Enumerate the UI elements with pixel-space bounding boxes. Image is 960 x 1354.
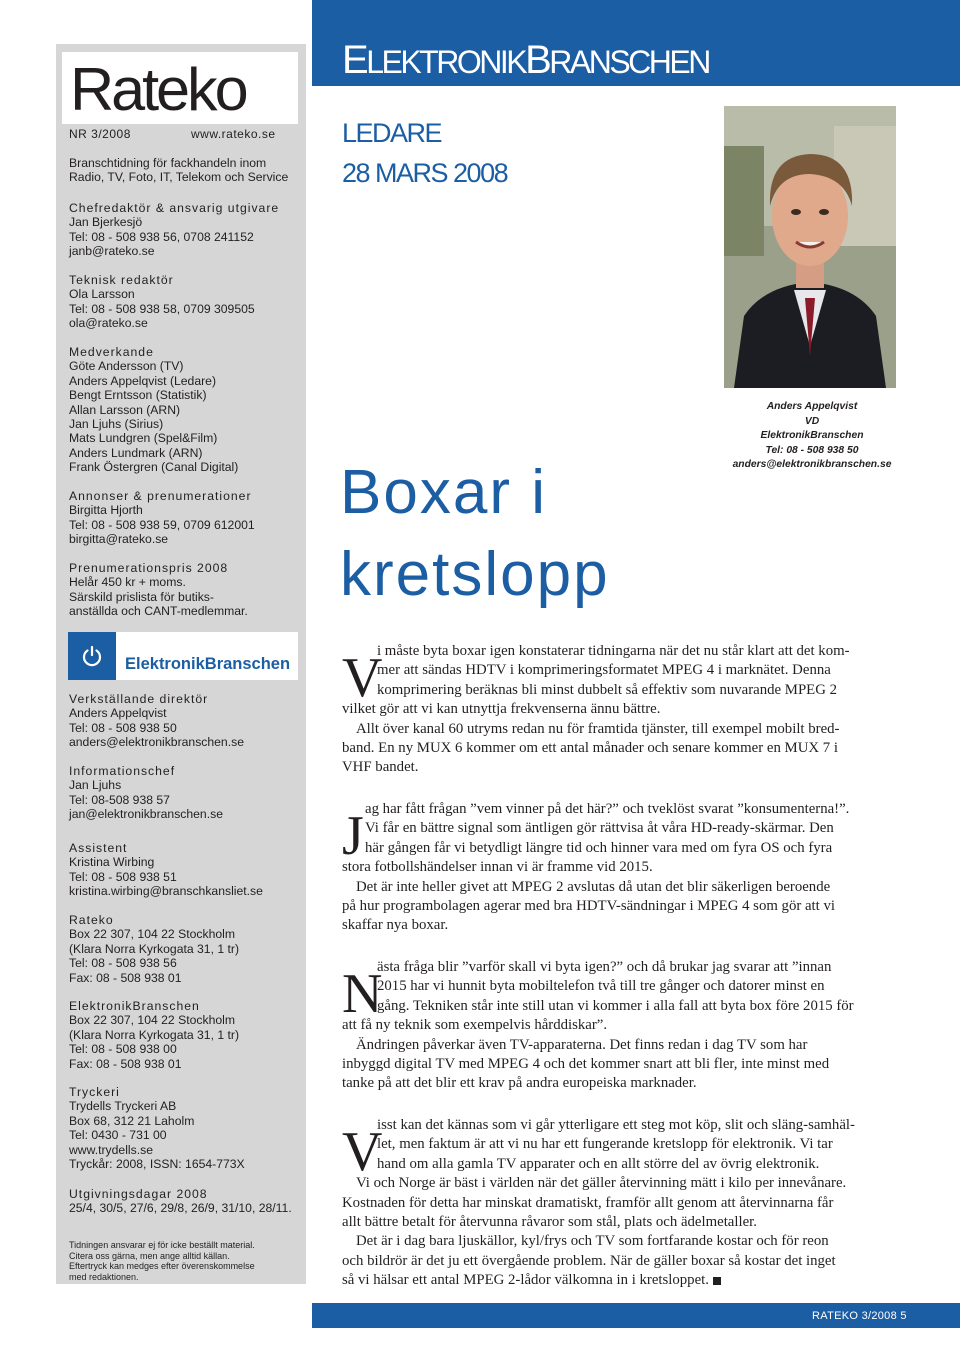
masthead-line: Ola Larsson: [69, 287, 135, 302]
masthead-line: Birgitta Hjorth: [69, 503, 143, 518]
article-line: isst kan det kännas som vi går ytterligare ett steg mot köp, slit och släng-samhäl-: [377, 1117, 855, 1133]
article-line: att få ny teknik som exempelvis hårddiskar”.: [342, 1017, 608, 1034]
article-line: ag har fått frågan ”vem vinner på det här?” och tveklöst svarat ”konsumenterna!”.: [365, 801, 850, 817]
article-line: Kostnaden för detta har minskat dramatiskt, framför allt genom att återvinnarna får: [342, 1194, 834, 1211]
masthead-heading: Chefredaktör & ansvarig utgivare: [69, 201, 280, 215]
masthead-block: [69, 1187, 292, 1216]
drop-cap: J: [342, 805, 364, 867]
masthead-line: anställda och CANT-medlemmar.: [69, 604, 248, 619]
masthead-heading: ElektronikBranschen: [69, 999, 200, 1013]
end-mark-icon: [713, 1277, 721, 1285]
page-footer: RATEKO 3/2008 5: [812, 1310, 907, 1322]
elektronikbranschen-logo: ElektronikBranschen: [125, 655, 291, 673]
article-line: ästa fråga blir ”varför skall vi byta igen?” och då brukar jag svarar att ”innan: [377, 959, 832, 975]
masthead-heading: Informationschef: [69, 764, 176, 778]
masthead-block: [69, 273, 255, 331]
masthead-line: Mats Lundgren (Spel&Film): [69, 431, 218, 446]
masthead-line[interactable]: jan@elektronikbranschen.se: [69, 807, 223, 822]
masthead-line: Jan Ljuhs (Sirius): [69, 417, 164, 432]
article-line: VHF bandet.: [342, 759, 419, 776]
masthead-heading: Teknisk redaktör: [69, 273, 174, 287]
masthead-line: Allan Larsson (ARN): [69, 402, 181, 417]
masthead-line: Trydells Tryckeri AB: [69, 1099, 177, 1114]
author-photo: [724, 106, 896, 388]
masthead-line: Anders Appelqvist (Ledare): [69, 373, 217, 388]
masthead-block: [69, 841, 263, 899]
article-headline: Boxar i kretslopp: [340, 458, 610, 609]
article-line: skaffar nya boxar.: [342, 917, 449, 934]
masthead-line[interactable]: janb@rateko.se: [69, 244, 155, 259]
tagline: Branschtidning för fackhandeln inom Radio, TV, Foto, IT, Telekom och Service: [69, 156, 289, 185]
issue-date: 28 MARS 2008: [342, 158, 508, 188]
masthead-line: Tel: 08 - 508 938 00: [69, 1042, 177, 1057]
masthead-line: Särskild prislista för butiks-: [69, 589, 214, 604]
article-line: Ändringen påverkar även TV-apparaterna. Det finns redan i dag TV som har: [356, 1036, 808, 1053]
masthead-heading: Medverkande: [69, 345, 154, 359]
drop-cap: N: [342, 963, 383, 1025]
masthead-line: (Klara Norra Kyrkogata 31, 1 tr): [69, 941, 240, 956]
section-title: ELEKTRONIKBRANSCHEN: [342, 38, 709, 82]
drop-cap: V: [342, 647, 383, 709]
masthead-heading: Prenumerationspris 2008: [69, 561, 229, 575]
article-paragraph: [342, 1116, 855, 1291]
article-paragraph: [342, 800, 849, 936]
masthead-line[interactable]: ola@rateko.se: [69, 316, 148, 331]
masthead-line[interactable]: birgitta@rateko.se: [69, 532, 169, 547]
masthead-line: Bengt Erntsson (Statistik): [69, 388, 207, 403]
masthead-line: Tel: 08-508 938 57: [69, 792, 170, 807]
masthead-line: Fax: 08 - 508 938 01: [69, 970, 182, 985]
masthead-line: Jan Bjerkesjö: [69, 215, 143, 230]
article-line: Det är inte heller givet att MPEG 2 avslutas då utan det blir säkerligen beroende: [356, 878, 831, 895]
article-line: mer att sändas HDTV i komprimeringsformatet MPEG 4 i marknätet. Denna: [377, 662, 831, 679]
article-line: på hur programbolagen agerar med bra HDTV-sändningar i MPEG 4 som gör att vi: [342, 897, 835, 914]
power-icon: [68, 632, 116, 680]
article-line: vilket gör att vi kan utnyttja frekvenserna ännu bättre.: [342, 701, 661, 718]
masthead-line[interactable]: anders@elektronikbranschen.se: [69, 735, 244, 750]
masthead-block: [69, 345, 238, 475]
article-line: i måste byta boxar igen konstaterar tidningarna när det nu står klart att det kom-: [377, 643, 850, 659]
article-paragraph: [342, 642, 850, 778]
article-line: Vi får en bättre signal som äntligen gör rättvisa åt våra HD-ready-skärmar. Den: [365, 820, 834, 837]
masthead-line[interactable]: kristina.wirbing@branschkansliet.se: [69, 884, 263, 899]
masthead-line: Anders Lundmark (ARN): [69, 445, 203, 460]
masthead-heading: Utgivningsdagar 2008: [69, 1187, 208, 1201]
masthead-line[interactable]: www.trydells.se: [69, 1142, 153, 1157]
masthead-line: Frank Östergren (Canal Digital): [69, 460, 239, 475]
article-line: 2015 har vi hunnit byta mobiltelefon två till tre gånger och datorer minst en: [377, 978, 825, 995]
article-line: tanke på att det blir ett krav på andra europeiska marknader.: [342, 1075, 697, 1092]
article-line: band. En ny MUX 6 kommer om ett antal månader och senare kommer en MUX 7 i: [342, 739, 838, 756]
masthead-block: [69, 999, 239, 1071]
rateko-logo: Rateko: [70, 56, 246, 123]
masthead-line: Box 22 307, 104 22 Stockholm: [69, 927, 235, 942]
masthead-line: Helår 450 kr + moms.: [69, 575, 186, 590]
masthead-block: [69, 764, 223, 822]
masthead-line: Tryckår: 2008, ISSN: 1654-773X: [69, 1157, 245, 1172]
masthead-line: Kristina Wirbing: [69, 855, 155, 870]
article-line: och bildrör är det ju ett övergående problem. När de gäller boxar så kostar det inget: [342, 1252, 836, 1269]
article-line: let, men faktum är att vi nu har ett fungerande kretslopp för elektronik. Vi tar: [377, 1136, 833, 1153]
article-line: Vi och Norge är bäst i världen när det gäller återvinning mätt i kilo per innevånare.: [356, 1175, 847, 1192]
masthead-line: Jan Ljuhs: [69, 778, 122, 793]
masthead-line: Göte Andersson (TV): [69, 359, 184, 374]
article-line: gång. Tekniken står inte still utan vi kommer i alla fall att byta box före 2015 för: [377, 997, 854, 1014]
article-line: Allt över kanal 60 utryms redan nu för framtida tjänster, till exempel mobilt bred-: [356, 720, 840, 737]
masthead-line: Tel: 08 - 508 938 56: [69, 956, 177, 971]
masthead-heading: Assistent: [69, 841, 128, 855]
masthead-line: Tel: 08 - 508 938 51: [69, 869, 177, 884]
article-paragraph: [342, 958, 854, 1094]
masthead-line: Anders Appelqvist: [69, 706, 167, 721]
masthead-line: 25/4, 30/5, 27/6, 29/8, 26/9, 31/10, 28/11.: [69, 1201, 292, 1216]
masthead-block: [69, 201, 279, 259]
article-line: allt bättre betalt för återvunna råvaror som stål, plats och ädelmetaller.: [342, 1213, 757, 1230]
section-label: LEDARE: [342, 118, 442, 148]
masthead-block: [69, 692, 244, 750]
article-line: här gången får vi betydligt längre tid och hinner vara med om fyra OS och fyra: [365, 839, 833, 856]
masthead-line: Tel: 08 - 508 938 56, 0708 241152: [69, 229, 254, 244]
masthead-block: [69, 1085, 245, 1171]
disclaimer: Tidningen ansvarar ej för icke beställt material. Citera oss gärna, men ange alltid källan. Eftertryck kan medges efter överenskommelse med redaktionen.: [69, 1240, 255, 1282]
issue-number: NR 3/2008: [69, 127, 131, 141]
article-line: Det är i dag bara ljuskällor, kyl/frys och TV som fortfarande kostar och för reon: [356, 1233, 829, 1250]
article-line: så vi hälsar ett antal MPEG 2-lådor välkomna in i kretsloppet.: [342, 1271, 855, 1290]
masthead-line: Box 68, 312 21 Laholm: [69, 1113, 195, 1128]
article-line: stora fotbollshändelser innan vi är framme vid 2015.: [342, 859, 653, 876]
website-link[interactable]: www.rateko.se: [191, 127, 276, 141]
masthead-heading: Annonser & prenumerationer: [69, 489, 252, 503]
drop-cap: V: [342, 1121, 383, 1183]
article-line: inbyggd digital TV med MPEG 4 och det kommer snart att bli fler, inte minst med: [342, 1055, 830, 1072]
masthead-line: Tel: 0430 - 731 00: [69, 1128, 167, 1143]
masthead-block: [69, 913, 239, 985]
masthead-block: [69, 489, 255, 547]
masthead-heading: Verkställande direktör: [69, 692, 209, 706]
masthead-line: Box 22 307, 104 22 Stockholm: [69, 1013, 235, 1028]
masthead-block: [69, 561, 248, 619]
masthead-line: Fax: 08 - 508 938 01: [69, 1056, 182, 1071]
masthead-heading: Rateko: [69, 913, 114, 927]
masthead-line: Tel: 08 - 508 938 58, 0709 309505: [69, 301, 255, 316]
masthead-line: Tel: 08 - 508 938 59, 0709 612001: [69, 517, 255, 532]
masthead-heading: Tryckeri: [69, 1085, 120, 1099]
article-line: komprimering beräknas bli minst dubbelt så effektiv som nuvarande MPEG 2: [377, 681, 837, 698]
author-caption: Anders Appelqvist VD ElektronikBranschen Tel: 08 - 508 938 50 anders@elektronikbranschen.se: [732, 401, 892, 471]
masthead-line: (Klara Norra Kyrkogata 31, 1 tr): [69, 1027, 240, 1042]
masthead-line: Tel: 08 - 508 938 50: [69, 720, 177, 735]
article-line: hand om alla gamla TV apparater och en allt större del av övrig elektronik.: [377, 1155, 820, 1172]
